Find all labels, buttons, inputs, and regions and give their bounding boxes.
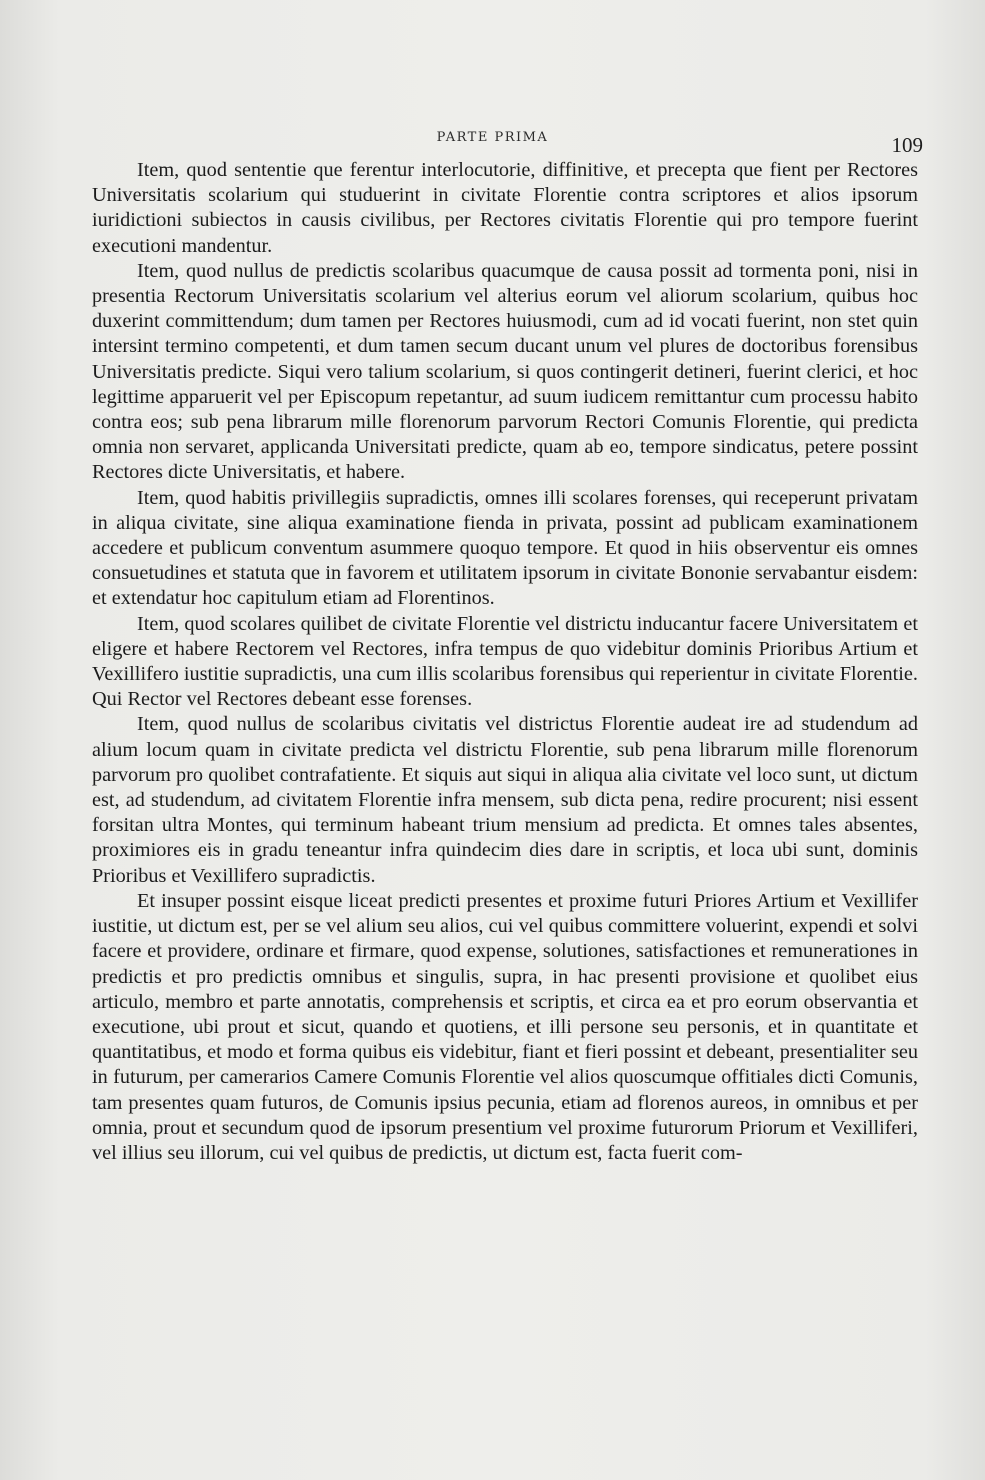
paragraph: Item, quod nullus de predictis scolaribus quacumque de causa possit ad tormenta poni, nisi in presentia Rectorum Universitatis scolarium vel alterius eorum vel aliorum scolarium, quibus hoc duxerint committendum; dum tamen per Rectores huiusmodi, cum ad id vocati fuerint, non stet quin intersint termino competenti, et dum tamen secum ducant unum vel plures de doctoribus forensibus Universitatis predicte. Siqui vero talium scolarium, si quos contingerit detineri, fuerint clerici, et hoc legittime apparuerit vel per Episcopum repetantur, ad suum iudicem remittantur cum processu habito contra eos; sub pena librarum mille florenorum parvorum Rectori Comunis Florentie, qui predicta omnia non servaret, applicanda Universitati predicte, quam ab eo, tempore sindicatus, petere possint Rectores dicte Universitatis, et habere. [92, 259, 918, 484]
running-title: PARTE PRIMA [436, 130, 549, 145]
paragraph: Item, quod nullus de scolaribus civitatis vel districtus Florentie audeat ire ad studendum ad alium locum quam in civitate predicta vel districtu Florentie, sub pena librarum mille florenorum parvorum pro quolibet contrafatiente. Et siquis aut siqui in aliqua alia civitate vel loco sunt, ut dictum est, ad studendum, ad civitatem Florentie infra mensem, sub dicta pena, redire procurent; nisi essent forsitan ultra Montes, qui terminum habeant trium mensium ad predicta. Et omnes tales absentes, proximiores eis in gradu teneantur infra quindecim dies dare in scriptis, et loca ubi sunt, dominis Prioribus et Vexillifero supradictis. [92, 713, 918, 887]
paragraph: Item, quod habitis privillegiis supradictis, omnes illi scolares forenses, qui receperunt privatam in aliqua civitate, sine aliqua examinatione fienda in privata, possint ad publicam examinationem accedere et publicum conventum asummere quoquo tempore. Et quod in hiis observentur eis omnes consuetudines et statuta que in favorem et utilitatem ipsorum in civitate Bononie servabantur eisdem: et extendatur hoc capitulum etiam ad Florentinos. [92, 486, 918, 610]
body-text [92, 158, 918, 1166]
page-number: 109 [891, 133, 923, 157]
paragraph: Et insuper possint eisque liceat predicti presentes et proxime futuri Priores Artium et Vexillifer iustitie, ut dictum est, per se vel alium seu alios, cui vel quibus committere voluerint, expendi et solvi facere et providere, ordinare et firmare, quod expense, solutiones, satisfactiones et remunerationes in predictis et pro predictis omnibus et singulis, supra, in hac presenti provisione et quolibet eius articulo, membro et parte annotatis, comprehensis et scriptis, et circa ea et pro eorum observantia et executione, ubi prout et sicut, quando et quotiens, et illi persone seu personis, et in quantitate et quantitatibus, et modo et forma quibus eis videbitur, fiant et fieri possint et debeant, presentialiter seu in futurum, per camerarios Camere Comunis Florentie vel alios quoscumque offitiales dicti Comunis, tam presentes quam futuros, de Comunis ipsius pecunia, etiam ad florenos aureos, in omnibus et per omnia, prout et secundum quod de ipsorum presentium vel proxime futurorum Priorum et Vexilliferi, vel illius seu illorum, cui vel quibus de predictis, ut dictum est, facta fuerit com- [92, 889, 918, 1164]
paragraph: Item, quod sententie que ferentur interlocutorie, diffinitive, et precepta que fient per Rectores Universitatis scolarium qui studuerint in civitate Florentie contra scriptores et alios ipsorum iuridictioni subiectos in causis civilibus, per Rectores civitatis Florentie qui pro tempore fuerint executioni mandentur. [92, 159, 918, 257]
paragraph: Item, quod scolares quilibet de civitate Florentie vel districtu inducantur facere Universitatem et eligere et habere Rectorem vel Rectores, infra tempus de quo videbitur dominis Prioribus Artium et Vexillifero iustitie supradictis, una cum illis scolaribus forensibus qui reperientur in civitate Florentie. Qui Rector vel Rectores debeant esse forenses. [92, 612, 918, 711]
